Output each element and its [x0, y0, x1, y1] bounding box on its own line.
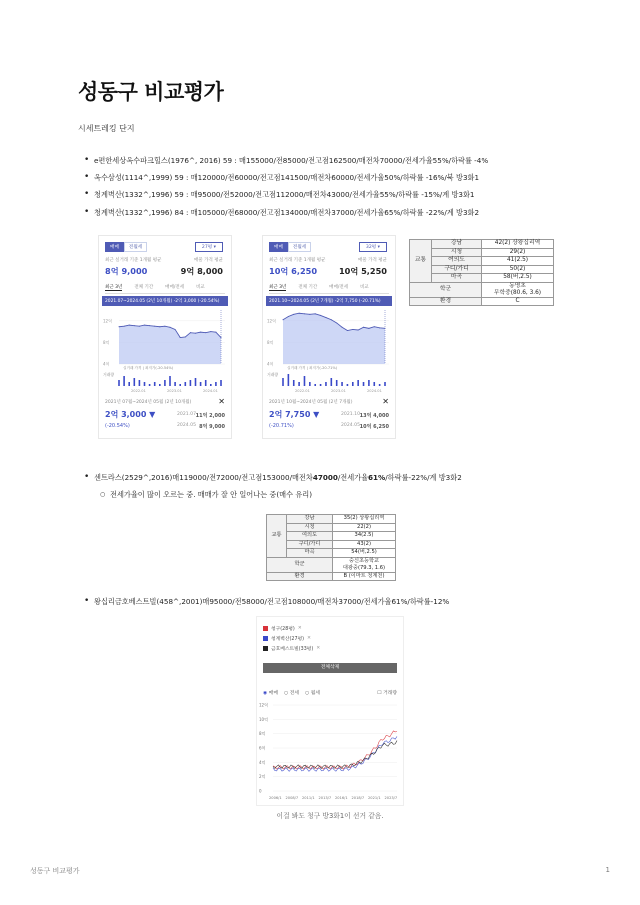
- price-point: [134, 325, 135, 326]
- price-point: [336, 322, 337, 323]
- volume-bar: [139, 380, 141, 386]
- list-item: • e편한세상옥수파크힐스(1976^, 2016) 59 : 매155000/전85000/전고점162500/매전차70000/전세가율55%/하락률 -4%: [84, 157, 488, 164]
- x-tick-label: 2022.01: [131, 389, 146, 393]
- price-point: [309, 314, 310, 315]
- school-label: 학군: [267, 557, 333, 572]
- type-radio-group: [263, 689, 320, 696]
- bold-segment: 61%: [368, 473, 386, 482]
- y-tick-label: 10억: [259, 716, 268, 722]
- row-value: 42(2) 상왕십리역: [482, 240, 554, 249]
- price-point: [379, 327, 380, 328]
- volume-bar: [288, 374, 290, 386]
- price-area: [119, 325, 221, 364]
- legend-label: 청구(28평): [271, 626, 295, 632]
- price-point: [358, 329, 359, 330]
- x-tick-label: 2013/7: [318, 796, 332, 800]
- price-point: [288, 316, 289, 317]
- start-date: 2021.07: [177, 412, 196, 417]
- range-chip: 2021.07~2024.05 (2년 10개월) -2억 3,000 (-20.54%): [102, 296, 228, 306]
- row-value: 54(버,2.5): [333, 549, 396, 558]
- volume-bar: [210, 384, 212, 386]
- price-line-chart: [263, 306, 395, 396]
- price-point: [331, 319, 332, 320]
- volume-bar: [373, 382, 375, 386]
- radio-label: 월세: [310, 691, 320, 696]
- caption: 이걸 봐도 청구 방3화1이 선거 같음.: [276, 812, 384, 820]
- ask-label: 매물 가격 평균: [358, 258, 387, 263]
- row-value: 50(2): [482, 265, 554, 274]
- price-point: [320, 315, 321, 316]
- price-point: [139, 326, 140, 327]
- price-point: [185, 337, 186, 338]
- price-line-chart: [99, 306, 231, 396]
- volume-bar: [314, 384, 316, 386]
- volume-bar: [205, 380, 207, 386]
- period-label: 2021년 10월~2024년 05월 (2년 7개월): [269, 400, 353, 405]
- y-tick-label: 4억: [259, 759, 266, 765]
- volume-bar: [368, 380, 370, 386]
- recent-price: 10억 6,250: [269, 266, 318, 276]
- price-point: [299, 313, 300, 314]
- group-label: 교통: [267, 515, 287, 558]
- volume-label: 거래량: [103, 372, 115, 377]
- radio-sale[interactable]: ◉ 매매: [263, 691, 278, 696]
- y-tick-label: 8억: [103, 339, 110, 345]
- price-point: [200, 332, 201, 333]
- list-item: • 옥수삼성(1114^,1999) 59 : 매120000/전60000/전고점141500/매전차60000/전세가율50%/하락률 -16%/북 방3화1: [84, 174, 488, 181]
- list-item: [84, 474, 462, 481]
- sub-bullet-list: [100, 491, 312, 508]
- y-tick-label: 2억: [259, 774, 266, 780]
- end-date: 2024.05: [177, 423, 196, 428]
- price-point: [342, 327, 343, 328]
- row-value: 34(2.5): [333, 532, 396, 541]
- school-label: 학군: [410, 282, 482, 297]
- x-tick-label: 2006/1: [269, 796, 282, 800]
- x-tick-label: 2022.01: [295, 389, 310, 393]
- env-label: 환경: [267, 572, 333, 581]
- volume-bar: [320, 384, 322, 386]
- price-point: [315, 313, 316, 314]
- price-point: [149, 325, 150, 326]
- range-chip: 2021.10~2024.05 (2년 7개월) -2억 7,750 (-20.71%): [266, 296, 392, 306]
- list-item: • 왕십리금호베스트빌(458^,2001)매95000/전58000/전고점108000/매전차37000/전세가율61%/하락률-12%: [84, 598, 449, 605]
- series-line: [273, 741, 397, 769]
- volume-bar: [352, 382, 354, 386]
- volume-bar: [341, 382, 343, 386]
- volume-bar: [200, 382, 202, 386]
- row-label: 마곡: [432, 274, 482, 283]
- price-point: [159, 326, 160, 327]
- clear-all-button[interactable]: 전체삭제: [263, 663, 397, 673]
- end-date: 2024.05: [341, 423, 360, 428]
- volume-bar: [190, 380, 192, 386]
- volume-bar: [325, 382, 327, 386]
- price-point: [175, 329, 176, 330]
- volume-bar: [331, 378, 333, 386]
- volume-bar: [336, 380, 338, 386]
- legend-swatch: [263, 646, 268, 651]
- volume-bar: [123, 376, 125, 386]
- price-point: [129, 325, 130, 326]
- volume-bar: [185, 382, 187, 386]
- chart-legend: 실거래 가격 | 최저가(-20.71%): [287, 366, 338, 370]
- volume-bar: [282, 378, 284, 386]
- price-point: [164, 326, 165, 327]
- select-value: 32평: [365, 245, 377, 250]
- recent-label: 최근 실거래 기준 1개월 평균: [105, 258, 162, 263]
- chart-legend: 실거래 가격 | 최저가(-20.54%): [123, 366, 174, 370]
- volume-bar: [144, 382, 146, 386]
- change-pct: (-20.71%): [269, 423, 294, 429]
- ask-price: 9억 8,000: [180, 266, 223, 276]
- volume-bar: [298, 382, 300, 386]
- remove-icon[interactable]: ✕: [297, 625, 302, 631]
- row-label: 강남: [432, 240, 482, 249]
- school-value: [333, 557, 396, 572]
- ask-label: 매물 가격 평균: [194, 258, 223, 263]
- x-tick-label: 2024.01: [367, 389, 382, 393]
- price-point: [190, 332, 191, 333]
- volume-bar: [215, 382, 217, 386]
- volume-bar: [363, 382, 365, 386]
- price-point: [293, 314, 294, 315]
- volume-bar: [384, 382, 386, 386]
- legend-swatch: [263, 626, 268, 631]
- tab-sale-lease[interactable]: 매매/전세: [329, 285, 349, 290]
- series-line: [273, 731, 397, 769]
- y-tick-label: 0: [259, 788, 262, 794]
- tab-lease[interactable]: 전월세: [124, 242, 147, 252]
- tab-3y[interactable]: 최근 3년: [269, 285, 287, 290]
- volume-bar: [220, 380, 222, 386]
- price-point: [119, 326, 120, 327]
- row-value: 58(버,2.5): [482, 274, 554, 283]
- price-point: [195, 333, 196, 334]
- row-label: 시청: [432, 248, 482, 257]
- price-chart-screenshot-1: [98, 235, 232, 439]
- price-point: [374, 326, 375, 327]
- tab-lease[interactable]: 전월세: [288, 242, 311, 252]
- price-point: [325, 317, 326, 318]
- footer-title: 성동구 비교평가: [30, 867, 80, 875]
- close-icon[interactable]: ✕: [382, 397, 389, 406]
- change-pct: (-20.54%): [105, 423, 130, 429]
- price-point: [283, 319, 284, 320]
- row-label: 여의도: [287, 532, 333, 541]
- radio-label: 전세: [289, 691, 299, 696]
- radio-label: 매매: [268, 691, 278, 696]
- pyeong-select[interactable]: 32평 ▾: [359, 242, 387, 252]
- x-tick-label: 2024.01: [203, 389, 218, 393]
- start-value: 13억 4,000: [359, 413, 389, 419]
- price-point: [368, 328, 369, 329]
- price-point: [180, 337, 181, 338]
- series-line: [273, 736, 397, 771]
- volume-bar: [164, 380, 166, 386]
- legend-label: 청계벽산(27평): [271, 636, 305, 642]
- volume-bar: [154, 382, 156, 386]
- env-value: B (이마트 청계천): [333, 572, 396, 581]
- text-segment: 센트라스(2529^,2016)매119000/전72000/전고점153000/매전차: [94, 473, 313, 482]
- row-value: 22(2): [333, 523, 396, 532]
- legend-swatch: [263, 636, 268, 641]
- end-value: 10억 6,250: [359, 424, 389, 430]
- row-label: 강남: [287, 515, 333, 524]
- price-point: [210, 331, 211, 332]
- legend-list: [263, 623, 320, 653]
- change-value: 2억 3,000 ▼: [105, 410, 156, 419]
- price-chart-screenshot-2: [262, 235, 396, 439]
- x-tick-label: 2008/7: [285, 796, 299, 800]
- y-tick-label: 8억: [259, 731, 266, 737]
- volume-bar: [169, 376, 171, 386]
- period-tabs: [105, 284, 225, 294]
- text-segment: /전세가율: [337, 473, 369, 482]
- group-label: 교통: [410, 240, 432, 283]
- end-value: 8억 9,000: [199, 424, 225, 430]
- school-middle: 무학중(80.6, 3.6): [493, 289, 542, 296]
- volume-label: 거래량: [267, 372, 279, 377]
- period-tabs: [269, 284, 389, 294]
- volume-bar: [174, 382, 176, 386]
- volume-bar: [179, 384, 181, 386]
- x-tick-label: 2018/7: [351, 796, 365, 800]
- period-label: 2021년 07월~2024년 05월 (2년 10개월): [105, 400, 192, 405]
- tab-compare[interactable]: 비교: [360, 285, 369, 290]
- comparison-chart-screenshot: [256, 616, 404, 806]
- x-tick-label: 2021/1: [368, 796, 381, 800]
- y-tick-label: 12억: [103, 318, 112, 324]
- start-date: 2021.10: [341, 412, 360, 417]
- x-tick-label: 2023.01: [167, 389, 182, 393]
- volume-bar: [304, 376, 306, 386]
- page-subtitle: 시세트레킹 단지: [78, 124, 135, 133]
- list-item: • 청계벽산(1332^,1996) 59 : 매95000/전52000/전고점112000/매전차43000/전세가율55%/하락률 -15%/계 방3화1: [84, 191, 488, 198]
- row-value: 29(2): [482, 248, 554, 257]
- recent-label: 최근 실거래 기준 1개월 평균: [269, 258, 326, 263]
- tab-3y[interactable]: 최근 3년: [105, 285, 123, 290]
- env-value: C: [482, 297, 554, 306]
- volume-bar: [159, 384, 161, 386]
- row-label: 여의도: [432, 257, 482, 266]
- bullet-list-1: [84, 157, 488, 226]
- volume-bar: [134, 378, 136, 386]
- row-value: 35(2) 상왕십리역: [333, 515, 396, 524]
- ask-price: 10억 5,250: [338, 266, 387, 276]
- text-segment: /하락률-22%/계 방3화2: [385, 473, 462, 482]
- start-value: 11억 2,000: [195, 413, 225, 419]
- row-label: 시청: [287, 523, 333, 532]
- remove-icon[interactable]: ✕: [316, 645, 321, 651]
- row-value: 43(2): [333, 540, 396, 549]
- volume-bar: [128, 382, 130, 386]
- volume-bar: [309, 382, 311, 386]
- remove-icon[interactable]: ✕: [307, 635, 312, 641]
- volume-bar: [293, 380, 295, 386]
- select-value: 27평: [201, 245, 213, 250]
- price-point: [221, 337, 222, 338]
- volume-bar: [118, 380, 120, 386]
- price-point: [124, 326, 125, 327]
- list-item: ○ 전세가율이 많이 오르는 중. 매매가 잘 안 일어나는 중(매수 유리): [100, 491, 312, 498]
- volume-checkbox[interactable]: ☐ 거래량: [377, 691, 397, 696]
- radio-monthly[interactable]: ○ 월세: [305, 691, 320, 696]
- school-middle: 대광중(79.3, 1.6): [342, 564, 386, 571]
- price-point: [363, 327, 364, 328]
- tab-sale-lease[interactable]: 매매/전세: [165, 285, 185, 290]
- school-elementary: 숭신초등학교: [348, 557, 380, 564]
- page-number: 1: [605, 866, 610, 874]
- volume-bar: [347, 384, 349, 386]
- y-tick-label: 12억: [267, 318, 276, 324]
- row-label: 구디/가디: [287, 540, 333, 549]
- tab-all[interactable]: 전체 기간: [134, 285, 154, 290]
- legend-item-2: [263, 633, 320, 643]
- x-tick-label: 2011/1: [302, 796, 315, 800]
- volume-bar: [149, 384, 151, 386]
- volume-bar: [379, 384, 381, 386]
- comparison-table-2: [266, 514, 396, 581]
- volume-bar: [357, 380, 359, 386]
- price-point: [170, 327, 171, 328]
- y-tick-label: 4억: [267, 361, 274, 367]
- page-title: 성동구 비교평가: [78, 80, 224, 104]
- x-tick-label: 2023/7: [384, 796, 398, 800]
- tab-compare[interactable]: 비교: [196, 285, 205, 290]
- bullet-list-3: [84, 598, 449, 615]
- recent-price: 8억 9,000: [105, 266, 148, 276]
- price-point: [215, 332, 216, 333]
- tab-sale[interactable]: 매매: [269, 242, 288, 252]
- x-tick-label: 2016/1: [335, 796, 348, 800]
- volume-bar: [195, 378, 197, 386]
- price-point: [304, 313, 305, 314]
- pyeong-select[interactable]: 27평 ▾: [195, 242, 223, 252]
- bold-segment: 47000: [312, 473, 338, 482]
- price-point: [154, 326, 155, 327]
- tab-all[interactable]: 전체 기간: [298, 285, 318, 290]
- comparison-line-chart: [257, 699, 403, 805]
- price-point: [205, 332, 206, 333]
- legend-item-3: [263, 643, 320, 653]
- legend-label: 금호베스트빌(33평): [271, 646, 314, 652]
- y-tick-label: 6억: [259, 745, 266, 751]
- school-elementary: 동명초: [509, 282, 526, 289]
- y-tick-label: 12억: [259, 702, 268, 708]
- list-item: • 청계벽산(1332^,1996) 84 : 매105000/전68000/전고점134000/매전차37000/전세가율65%/하락률 -22%/계 방3화2: [84, 209, 488, 216]
- change-value: 2억 7,750 ▼: [269, 410, 320, 419]
- env-label: 환경: [410, 297, 482, 306]
- price-point: [144, 325, 145, 326]
- y-tick-label: 4억: [103, 361, 110, 367]
- row-label: 마곡: [287, 549, 333, 558]
- price-point: [347, 330, 348, 331]
- checkbox-label: 거래량: [383, 691, 397, 696]
- x-tick-label: 2023.01: [331, 389, 346, 393]
- comparison-table-1: [409, 239, 554, 306]
- legend-item-1: [263, 623, 320, 633]
- radio-lease[interactable]: ○ 전세: [284, 691, 299, 696]
- tab-sale[interactable]: 매매: [105, 242, 124, 252]
- price-point: [352, 329, 353, 330]
- row-value: 41(2.5): [482, 257, 554, 266]
- y-tick-label: 8억: [267, 339, 274, 345]
- school-value: [482, 282, 554, 297]
- row-label: 구디/가디: [432, 265, 482, 274]
- bullet-list-2: [84, 474, 462, 491]
- close-icon[interactable]: ✕: [218, 397, 225, 406]
